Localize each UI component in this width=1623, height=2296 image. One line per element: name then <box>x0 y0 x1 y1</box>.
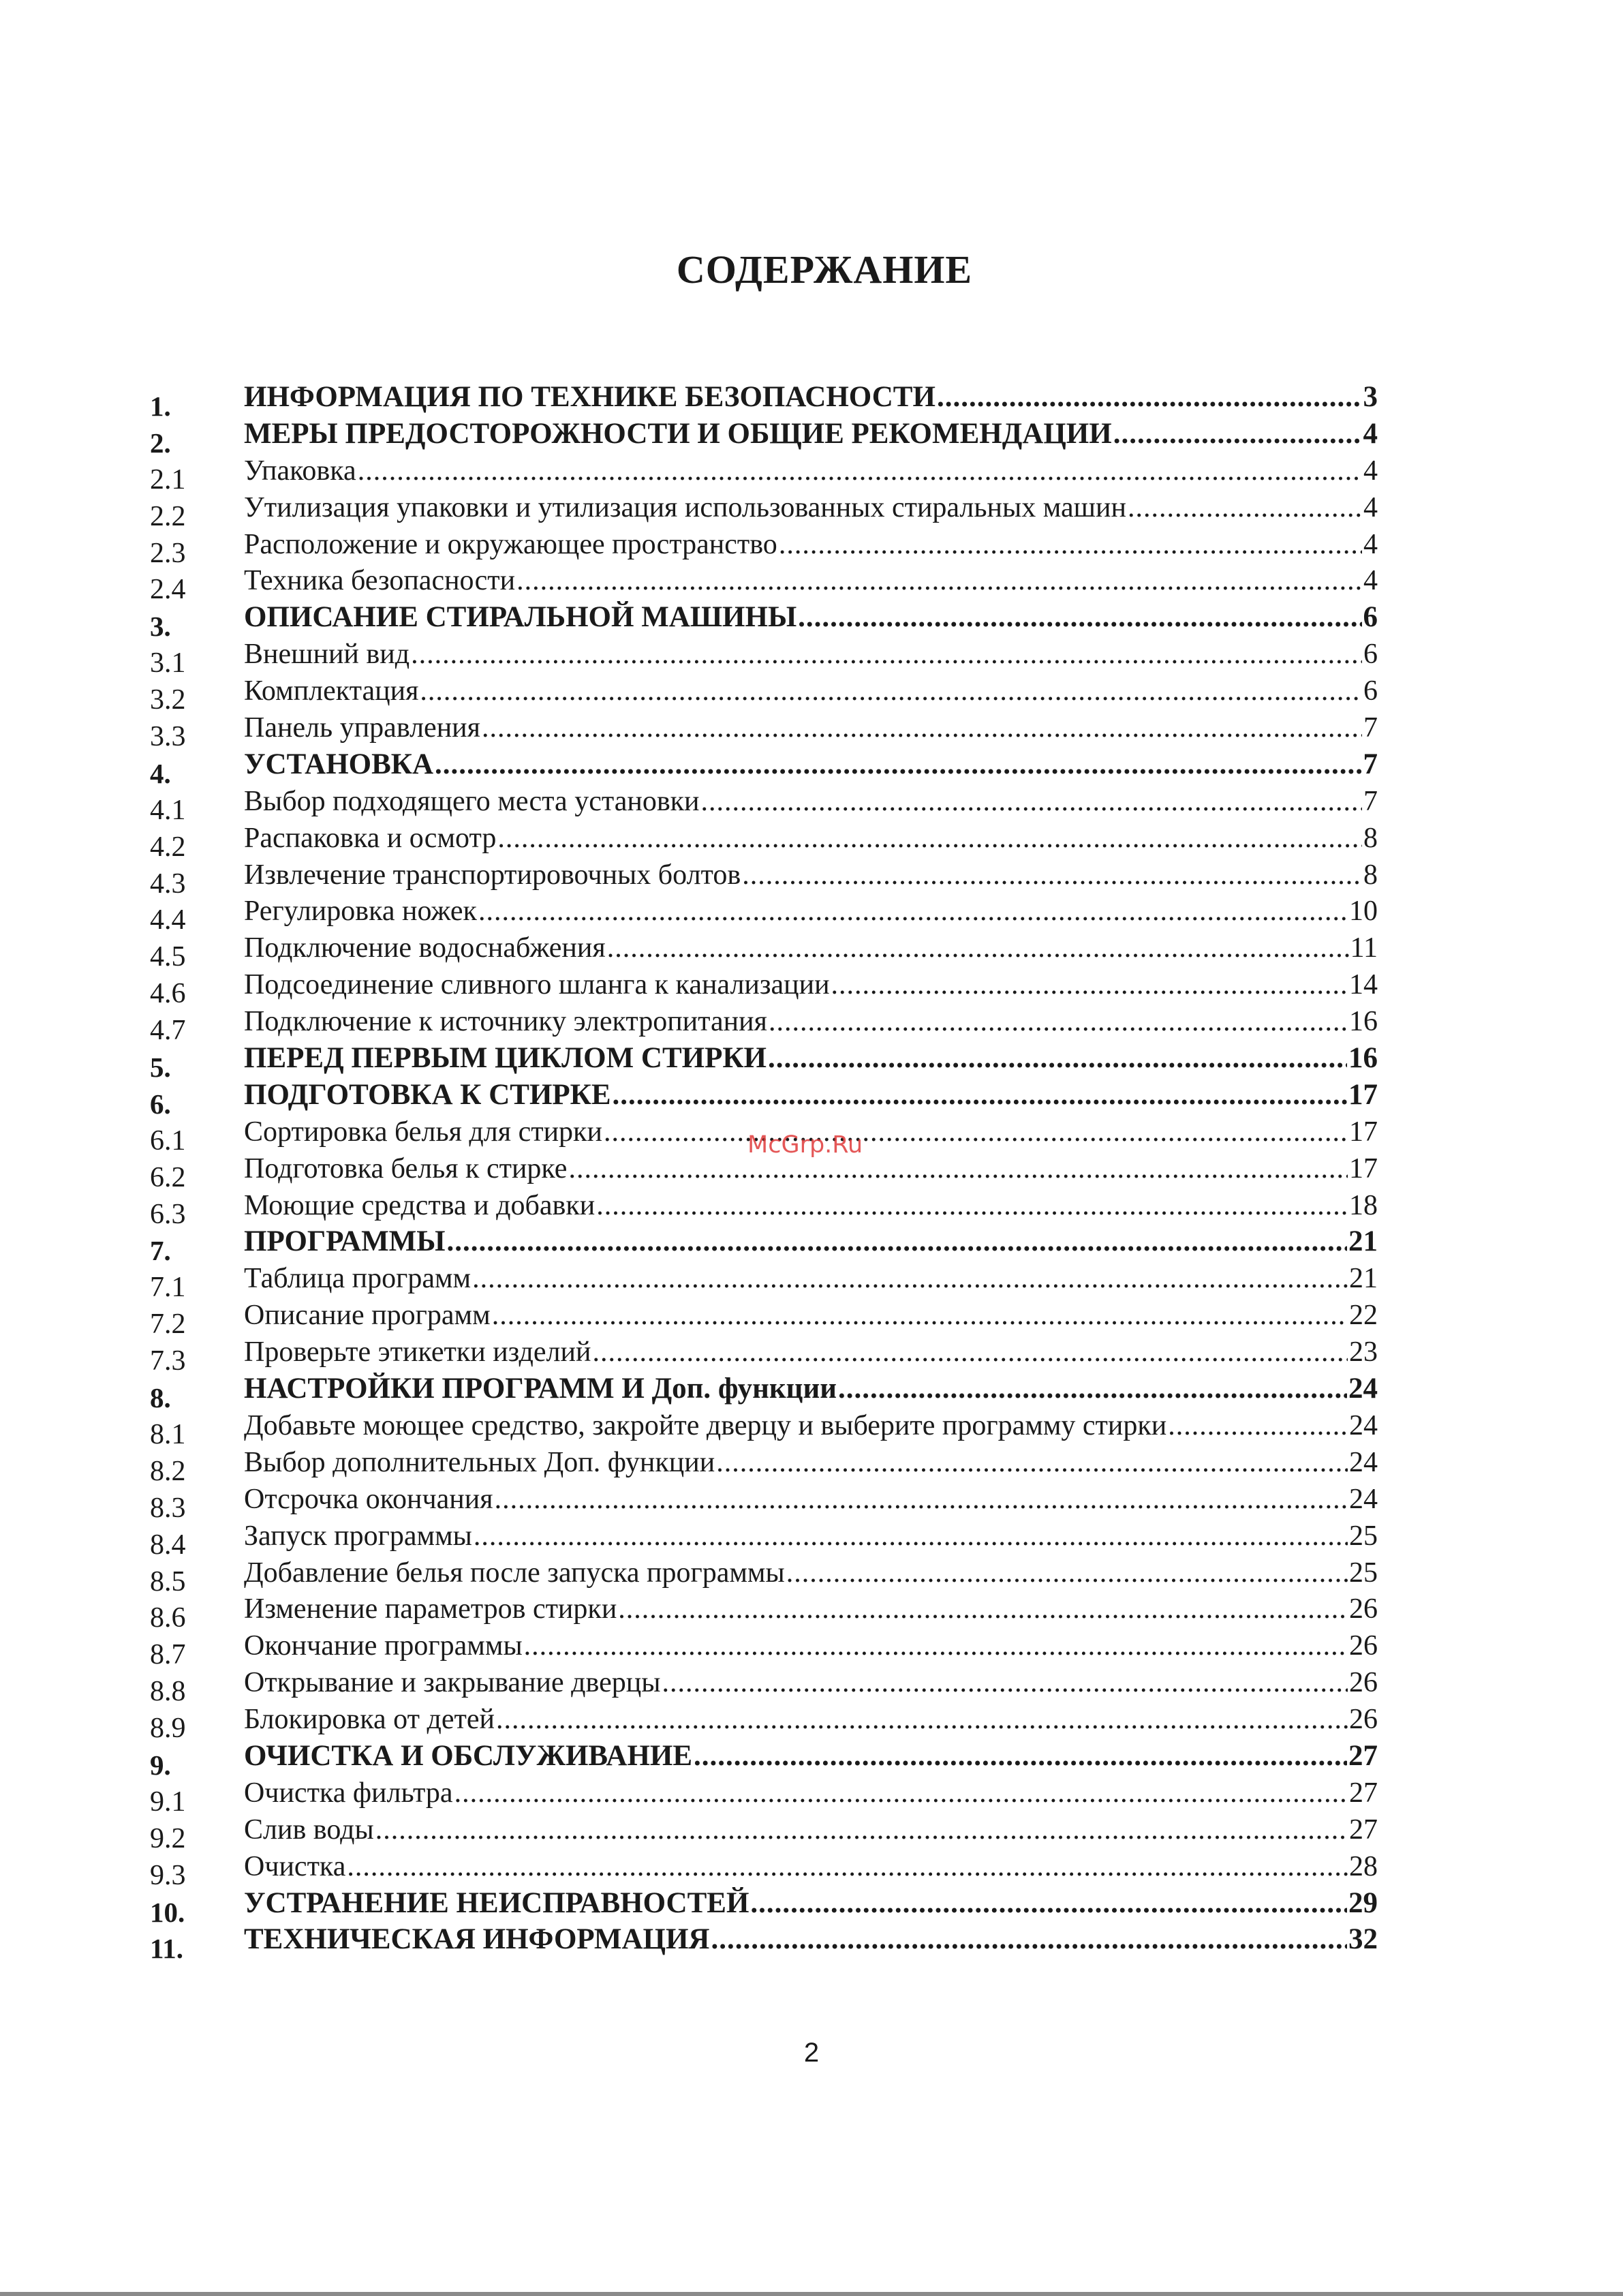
toc-entry-page: 26 <box>1349 1667 1378 1699</box>
toc-entry-line <box>244 896 1378 927</box>
toc-entry-page: 6 <box>1363 675 1378 707</box>
toc-entry-page: 18 <box>1349 1189 1378 1221</box>
toc-entry-title: Подготовка белья к стирке <box>244 1152 568 1184</box>
toc-entry-page: 4 <box>1363 528 1378 560</box>
toc-entry-page: 24 <box>1349 1483 1378 1515</box>
toc-entry[interactable] <box>0 1667 1623 1708</box>
toc-dot-leader <box>618 1593 1348 1625</box>
toc-entry[interactable] <box>0 565 1623 606</box>
toc-dot-leader <box>768 1043 1347 1074</box>
toc-entry-number: 4. <box>150 757 171 789</box>
toc-entry[interactable] <box>0 822 1623 863</box>
toc-entry-title: ПОДГОТОВКА К СТИРКЕ <box>244 1078 611 1111</box>
toc-entry-line <box>244 1557 1378 1589</box>
toc-entry-page: 32 <box>1348 1923 1378 1956</box>
toc-entry-page: 26 <box>1349 1593 1378 1625</box>
toc-entry-title: Очистка фильтра <box>244 1777 453 1809</box>
toc-entry-title: Распаковка и осмотр <box>244 822 497 854</box>
toc-entry-page: 27 <box>1349 1813 1378 1846</box>
toc-dot-leader <box>592 1336 1348 1368</box>
toc-entry-number: 4.7 <box>150 1015 186 1047</box>
toc-entry-line <box>244 1373 1378 1405</box>
toc-entry-page: 7 <box>1363 748 1378 780</box>
toc-entry-title: Проверьте этикетки изделий <box>244 1336 591 1368</box>
toc-entry-line <box>244 1080 1378 1111</box>
toc-entry-page: 8 <box>1363 822 1378 854</box>
toc-entry-title: Блокировка от детей <box>244 1704 495 1736</box>
toc-entry-page: 10 <box>1349 896 1378 928</box>
toc-entry-title: Упаковка <box>244 455 356 487</box>
toc-entry-number: 8.2 <box>150 1455 186 1487</box>
toc-entry-line <box>244 1777 1378 1809</box>
toc-entry[interactable] <box>0 381 1623 422</box>
toc-entry[interactable] <box>0 748 1623 789</box>
toc-entry-number: 6.3 <box>150 1198 186 1230</box>
toc-entry[interactable] <box>0 1078 1623 1120</box>
toc-entry-page: 28 <box>1349 1850 1378 1882</box>
toc-entry-number: 6. <box>150 1088 171 1120</box>
toc-entry-title: Добавьте моющее средство, закройте дверцу и выберите программу стирки <box>244 1409 1167 1441</box>
toc-entry-line <box>244 823 1378 854</box>
toc-entry-page: 7 <box>1363 712 1378 744</box>
toc-entry[interactable] <box>0 1483 1623 1524</box>
toc-entry-line <box>244 1410 1378 1441</box>
toc-entry-title: ПРОГРАММЫ <box>244 1225 446 1258</box>
toc-dot-leader <box>472 1263 1348 1294</box>
toc-entry-page: 21 <box>1348 1225 1378 1258</box>
toc-entry[interactable] <box>0 1373 1623 1414</box>
toc-entry-number: 2. <box>150 427 171 459</box>
toc-entry-title: Комплектация <box>244 675 419 707</box>
toc-entry-title: ТЕХНИЧЕСКАЯ ИНФОРМАЦИЯ <box>244 1923 710 1956</box>
toc-entry-number: 8.9 <box>150 1713 186 1745</box>
toc-entry-line <box>244 1336 1378 1368</box>
toc-dot-leader <box>497 823 1362 854</box>
toc-dot-leader <box>446 1226 1347 1257</box>
toc-entry-title: Расположение и окружающее пространство <box>244 528 777 560</box>
toc-entry-title: Слив воды <box>244 1813 374 1846</box>
page-number: 2 <box>803 2038 820 2068</box>
toc-entry-number: 3.3 <box>150 721 186 753</box>
toc-entry[interactable] <box>0 1263 1623 1304</box>
toc-entry-number: 4.1 <box>150 794 186 826</box>
toc-entry-number: 8.5 <box>150 1565 186 1597</box>
toc-entry-title: Подсоединение сливного шланга к канализации <box>244 969 830 1001</box>
toc-entry[interactable] <box>0 1850 1623 1891</box>
toc-entry-title: Выбор дополнительных Доп. функции <box>244 1446 715 1478</box>
toc-entry-page: 24 <box>1349 1409 1378 1441</box>
toc-dot-leader <box>375 1814 1348 1846</box>
toc-dot-leader <box>1113 418 1362 450</box>
toc-entry-line <box>244 749 1378 780</box>
page-bottom-edge <box>0 2292 1623 2296</box>
toc-entry-number: 4.4 <box>150 904 186 936</box>
toc-entry-line <box>244 1190 1378 1221</box>
toc-entry-title: Изменение параметров стирки <box>244 1593 617 1625</box>
toc-entry-title: Извлечение транспортировочных болтов <box>244 859 741 891</box>
toc-entry-number: 8. <box>150 1382 171 1414</box>
toc-entry-number: 9.2 <box>150 1822 186 1854</box>
toc-entry-line <box>244 675 1378 707</box>
toc-entry[interactable] <box>0 1225 1623 1267</box>
toc-entry-page: 25 <box>1349 1520 1378 1552</box>
toc-entry-number: 5. <box>150 1052 171 1084</box>
toc-entry-line <box>244 859 1378 891</box>
toc-dot-leader <box>838 1373 1347 1405</box>
toc-dot-leader <box>492 1300 1348 1331</box>
toc-entry-line <box>244 1006 1378 1037</box>
toc-entry-page: 27 <box>1349 1777 1378 1809</box>
toc-entry-title: НАСТРОЙКИ ПРОГРАММ И Доп. функции <box>244 1373 837 1405</box>
toc-entry[interactable] <box>0 1336 1623 1377</box>
toc-entry-title: УСТАНОВКА <box>244 748 434 780</box>
toc-entry[interactable] <box>0 1923 1623 1965</box>
toc-entry-title: Утилизация упаковки и утилизация использованных стиральных машин <box>244 491 1126 523</box>
toc-entry-line <box>244 1888 1378 1919</box>
toc-entry-page: 16 <box>1348 1042 1378 1075</box>
toc-entry-page: 17 <box>1349 1116 1378 1148</box>
toc-entry-number: 7.3 <box>150 1345 186 1377</box>
toc-dot-leader <box>779 529 1362 560</box>
toc-dot-leader <box>750 1888 1347 1919</box>
toc-entry-page: 4 <box>1363 455 1378 487</box>
toc-dot-leader <box>495 1484 1348 1515</box>
toc-entry-line <box>244 969 1378 1000</box>
toc-entry-title: Подключение к источнику электропитания <box>244 1006 767 1038</box>
toc-dot-leader <box>474 1520 1348 1552</box>
toc-entry-line <box>244 932 1378 964</box>
toc-entry-page: 24 <box>1349 1446 1378 1478</box>
toc-dot-leader <box>613 1080 1347 1111</box>
toc-dot-leader <box>937 382 1362 413</box>
toc-dot-leader <box>568 1153 1348 1184</box>
toc-entry-title: Окончание программы <box>244 1630 523 1662</box>
toc-entry-title: ОЧИСТКА И ОБСЛУЖИВАНИЕ <box>244 1739 693 1772</box>
toc-entry-number: 1. <box>150 391 171 422</box>
toc-entry-number: 9. <box>150 1749 171 1781</box>
toc-entry-page: 23 <box>1349 1336 1378 1368</box>
toc-entry-page: 16 <box>1349 1006 1378 1038</box>
toc-entry[interactable] <box>0 1042 1623 1084</box>
toc-dot-leader <box>596 1190 1348 1221</box>
toc-entry-number: 2.1 <box>150 463 186 495</box>
toc-entry-line <box>244 1630 1378 1662</box>
toc-dot-leader <box>701 786 1362 817</box>
toc-entry-number: 4.5 <box>150 941 186 973</box>
toc-entry-number: 4.3 <box>150 868 186 900</box>
toc-entry-line <box>244 1814 1378 1846</box>
toc-entry[interactable] <box>0 1189 1623 1230</box>
toc-entry-title: Панель управления <box>244 712 480 744</box>
toc-entry-page: 17 <box>1349 1152 1378 1184</box>
toc-entry[interactable] <box>0 1520 1623 1561</box>
toc-entry[interactable] <box>0 1446 1623 1487</box>
toc-entry-page: 22 <box>1349 1300 1378 1332</box>
toc-entry[interactable] <box>0 785 1623 826</box>
toc-entry[interactable] <box>0 1409 1623 1450</box>
toc-entry[interactable] <box>0 417 1623 459</box>
toc-entry[interactable] <box>0 455 1623 495</box>
toc-entry-line <box>244 1924 1378 1955</box>
toc-dot-leader <box>411 639 1362 670</box>
toc-entry-title: Внешний вид <box>244 639 410 671</box>
toc-entry-number: 6.1 <box>150 1124 186 1157</box>
toc-entry-page: 26 <box>1349 1630 1378 1662</box>
toc-dot-leader <box>769 1006 1348 1037</box>
toc-entry-page: 6 <box>1363 639 1378 671</box>
toc-dot-leader <box>607 932 1349 964</box>
toc-entry-title: Регулировка ножек <box>244 896 477 928</box>
toc-dot-leader <box>358 455 1362 487</box>
toc-entry-line <box>244 1447 1378 1478</box>
toc-entry-line <box>244 639 1378 670</box>
toc-dot-leader <box>711 1924 1347 1955</box>
toc-entry-line <box>244 1484 1378 1515</box>
toc-dot-leader <box>694 1741 1347 1772</box>
toc-entry-number: 2.2 <box>150 500 186 532</box>
toc-entry-title: Очистка <box>244 1850 346 1882</box>
toc-dot-leader <box>604 1116 1348 1148</box>
toc-entry-number: 2.4 <box>150 574 186 606</box>
toc-dot-leader <box>831 969 1348 1000</box>
toc-entry-number: 9.3 <box>150 1859 186 1891</box>
toc-entry[interactable] <box>0 1886 1623 1928</box>
toc-entry[interactable] <box>0 639 1623 679</box>
toc-entry[interactable] <box>0 859 1623 900</box>
toc-dot-leader <box>716 1447 1348 1478</box>
toc-entry-line <box>244 492 1378 523</box>
toc-entry-page: 3 <box>1363 381 1378 413</box>
toc-entry-number: 9.1 <box>150 1786 186 1818</box>
toc-dot-leader <box>482 712 1362 744</box>
table-of-contents <box>0 381 1623 1965</box>
toc-entry-line <box>244 1520 1378 1552</box>
toc-dot-leader <box>347 1851 1348 1882</box>
toc-entry-line <box>244 786 1378 817</box>
toc-entry-title: Моющие средства и добавки <box>244 1189 596 1221</box>
toc-entry-title: Таблица программ <box>244 1263 472 1295</box>
toc-dot-leader <box>1128 492 1362 523</box>
toc-entry-title: Сортировка белья для стирки <box>244 1116 602 1148</box>
toc-entry-number: 8.8 <box>150 1676 186 1708</box>
toc-entry-number: 8.1 <box>150 1418 186 1450</box>
toc-entry-page: 11 <box>1350 932 1378 964</box>
toc-entry-title: ПЕРЕД ПЕРВЫМ ЦИКЛОМ СТИРКИ <box>244 1042 767 1075</box>
toc-entry-line <box>244 455 1378 487</box>
toc-entry-line <box>244 602 1378 633</box>
toc-entry[interactable] <box>0 896 1623 936</box>
toc-entry-line <box>244 712 1378 744</box>
toc-entry[interactable] <box>0 712 1623 753</box>
toc-entry[interactable] <box>0 1557 1623 1597</box>
toc-entry-number: 4.6 <box>150 978 186 1010</box>
toc-dot-leader <box>420 675 1362 707</box>
toc-entry-number: 8.3 <box>150 1492 186 1524</box>
toc-dot-leader <box>786 1557 1348 1589</box>
toc-entry[interactable] <box>0 491 1623 532</box>
toc-entry[interactable] <box>0 528 1623 569</box>
toc-entry-number: 2.3 <box>150 537 186 569</box>
toc-entry-page: 7 <box>1363 785 1378 817</box>
toc-entry-title: Описание программ <box>244 1300 491 1332</box>
toc-entry-page: 4 <box>1363 565 1378 597</box>
toc-entry-page: 21 <box>1349 1263 1378 1295</box>
toc-entry-line <box>244 1593 1378 1625</box>
toc-entry-number: 3.1 <box>150 647 186 679</box>
toc-entry-line <box>244 1226 1378 1257</box>
toc-entry-line <box>244 565 1378 596</box>
toc-entry-page: 17 <box>1348 1078 1378 1111</box>
toc-entry[interactable] <box>0 1593 1623 1634</box>
toc-entry[interactable] <box>0 1777 1623 1818</box>
toc-entry-line <box>244 1851 1378 1882</box>
toc-entry[interactable] <box>0 1739 1623 1781</box>
toc-entry-number: 8.7 <box>150 1639 186 1671</box>
toc-dot-leader <box>516 565 1362 596</box>
toc-entry-page: 8 <box>1363 859 1378 891</box>
toc-entry-title: Открывание и закрывание дверцы <box>244 1667 661 1699</box>
toc-entry-line <box>244 418 1378 450</box>
toc-entry[interactable] <box>0 1813 1623 1854</box>
toc-dot-leader <box>435 749 1361 780</box>
toc-entry-page: 29 <box>1348 1886 1378 1919</box>
watermark: McGrp.Ru <box>747 1131 863 1159</box>
toc-entry-number: 11. <box>150 1933 183 1965</box>
toc-entry-line <box>244 1667 1378 1698</box>
toc-entry-page: 4 <box>1363 491 1378 523</box>
toc-entry-number: 3. <box>150 611 171 643</box>
toc-entry-number: 7.2 <box>150 1308 186 1341</box>
toc-entry-line <box>244 1043 1378 1074</box>
toc-entry-title: Добавление белья после запуска программы <box>244 1557 785 1589</box>
toc-entry-page: 27 <box>1348 1739 1378 1772</box>
toc-entry-title: Запуск программы <box>244 1520 472 1552</box>
toc-entry[interactable] <box>0 932 1623 973</box>
toc-entry-number: 8.4 <box>150 1529 186 1561</box>
toc-entry-number: 7. <box>150 1235 171 1267</box>
toc-entry[interactable] <box>0 1704 1623 1745</box>
toc-entry-title: Выбор подходящего места установки <box>244 785 700 817</box>
toc-entry-number: 6.2 <box>150 1161 186 1193</box>
toc-entry-title: УСТРАНЕНИЕ НЕИСПРАВНОСТЕЙ <box>244 1886 749 1919</box>
toc-dot-leader <box>524 1630 1348 1662</box>
toc-entry[interactable] <box>0 1300 1623 1341</box>
toc-entry-page: 26 <box>1349 1704 1378 1736</box>
toc-entry-number: 7.1 <box>150 1272 186 1304</box>
toc-dot-leader <box>478 896 1348 927</box>
toc-entry-title: МЕРЫ ПРЕДОСТОРОЖНОСТИ И ОБЩИЕ РЕКОМЕНДАЦИИ <box>244 417 1112 450</box>
toc-entry-number: 3.2 <box>150 684 186 716</box>
page-title: СОДЕРЖАНИЕ <box>676 247 973 292</box>
toc-entry-title: ИНФОРМАЦИЯ ПО ТЕХНИКЕ БЕЗОПАСНОСТИ <box>244 381 936 413</box>
toc-entry-title: Техника безопасности <box>244 565 516 597</box>
toc-dot-leader <box>662 1667 1348 1698</box>
toc-entry-title: Отсрочка окончания <box>244 1483 493 1515</box>
toc-entry[interactable] <box>0 1630 1623 1671</box>
toc-dot-leader <box>1168 1410 1348 1441</box>
toc-dot-leader <box>742 859 1362 891</box>
toc-entry-line <box>244 1263 1378 1294</box>
toc-entry-title: Подключение водоснабжения <box>244 932 606 964</box>
toc-entry-number: 10. <box>150 1896 185 1928</box>
toc-entry-page: 6 <box>1363 601 1378 634</box>
toc-entry-line <box>244 529 1378 560</box>
toc-entry[interactable] <box>0 969 1623 1010</box>
toc-entry-page: 14 <box>1349 969 1378 1001</box>
toc-dot-leader <box>496 1704 1348 1735</box>
toc-entry-line <box>244 382 1378 413</box>
toc-entry-number: 4.2 <box>150 831 186 863</box>
toc-dot-leader <box>454 1777 1348 1809</box>
toc-entry-title: ОПИСАНИЕ СТИРАЛЬНОЙ МАШИНЫ <box>244 601 797 634</box>
toc-entry[interactable] <box>0 1006 1623 1047</box>
toc-entry-page: 24 <box>1348 1373 1378 1405</box>
toc-entry-page: 4 <box>1363 417 1378 450</box>
toc-entry-line <box>244 1741 1378 1772</box>
toc-entry-number: 8.6 <box>150 1602 186 1634</box>
toc-entry[interactable] <box>0 601 1623 643</box>
toc-dot-leader <box>798 602 1361 633</box>
toc-entry-line <box>244 1300 1378 1331</box>
toc-entry[interactable] <box>0 675 1623 716</box>
toc-entry-page: 25 <box>1349 1557 1378 1589</box>
toc-entry-line <box>244 1704 1378 1735</box>
